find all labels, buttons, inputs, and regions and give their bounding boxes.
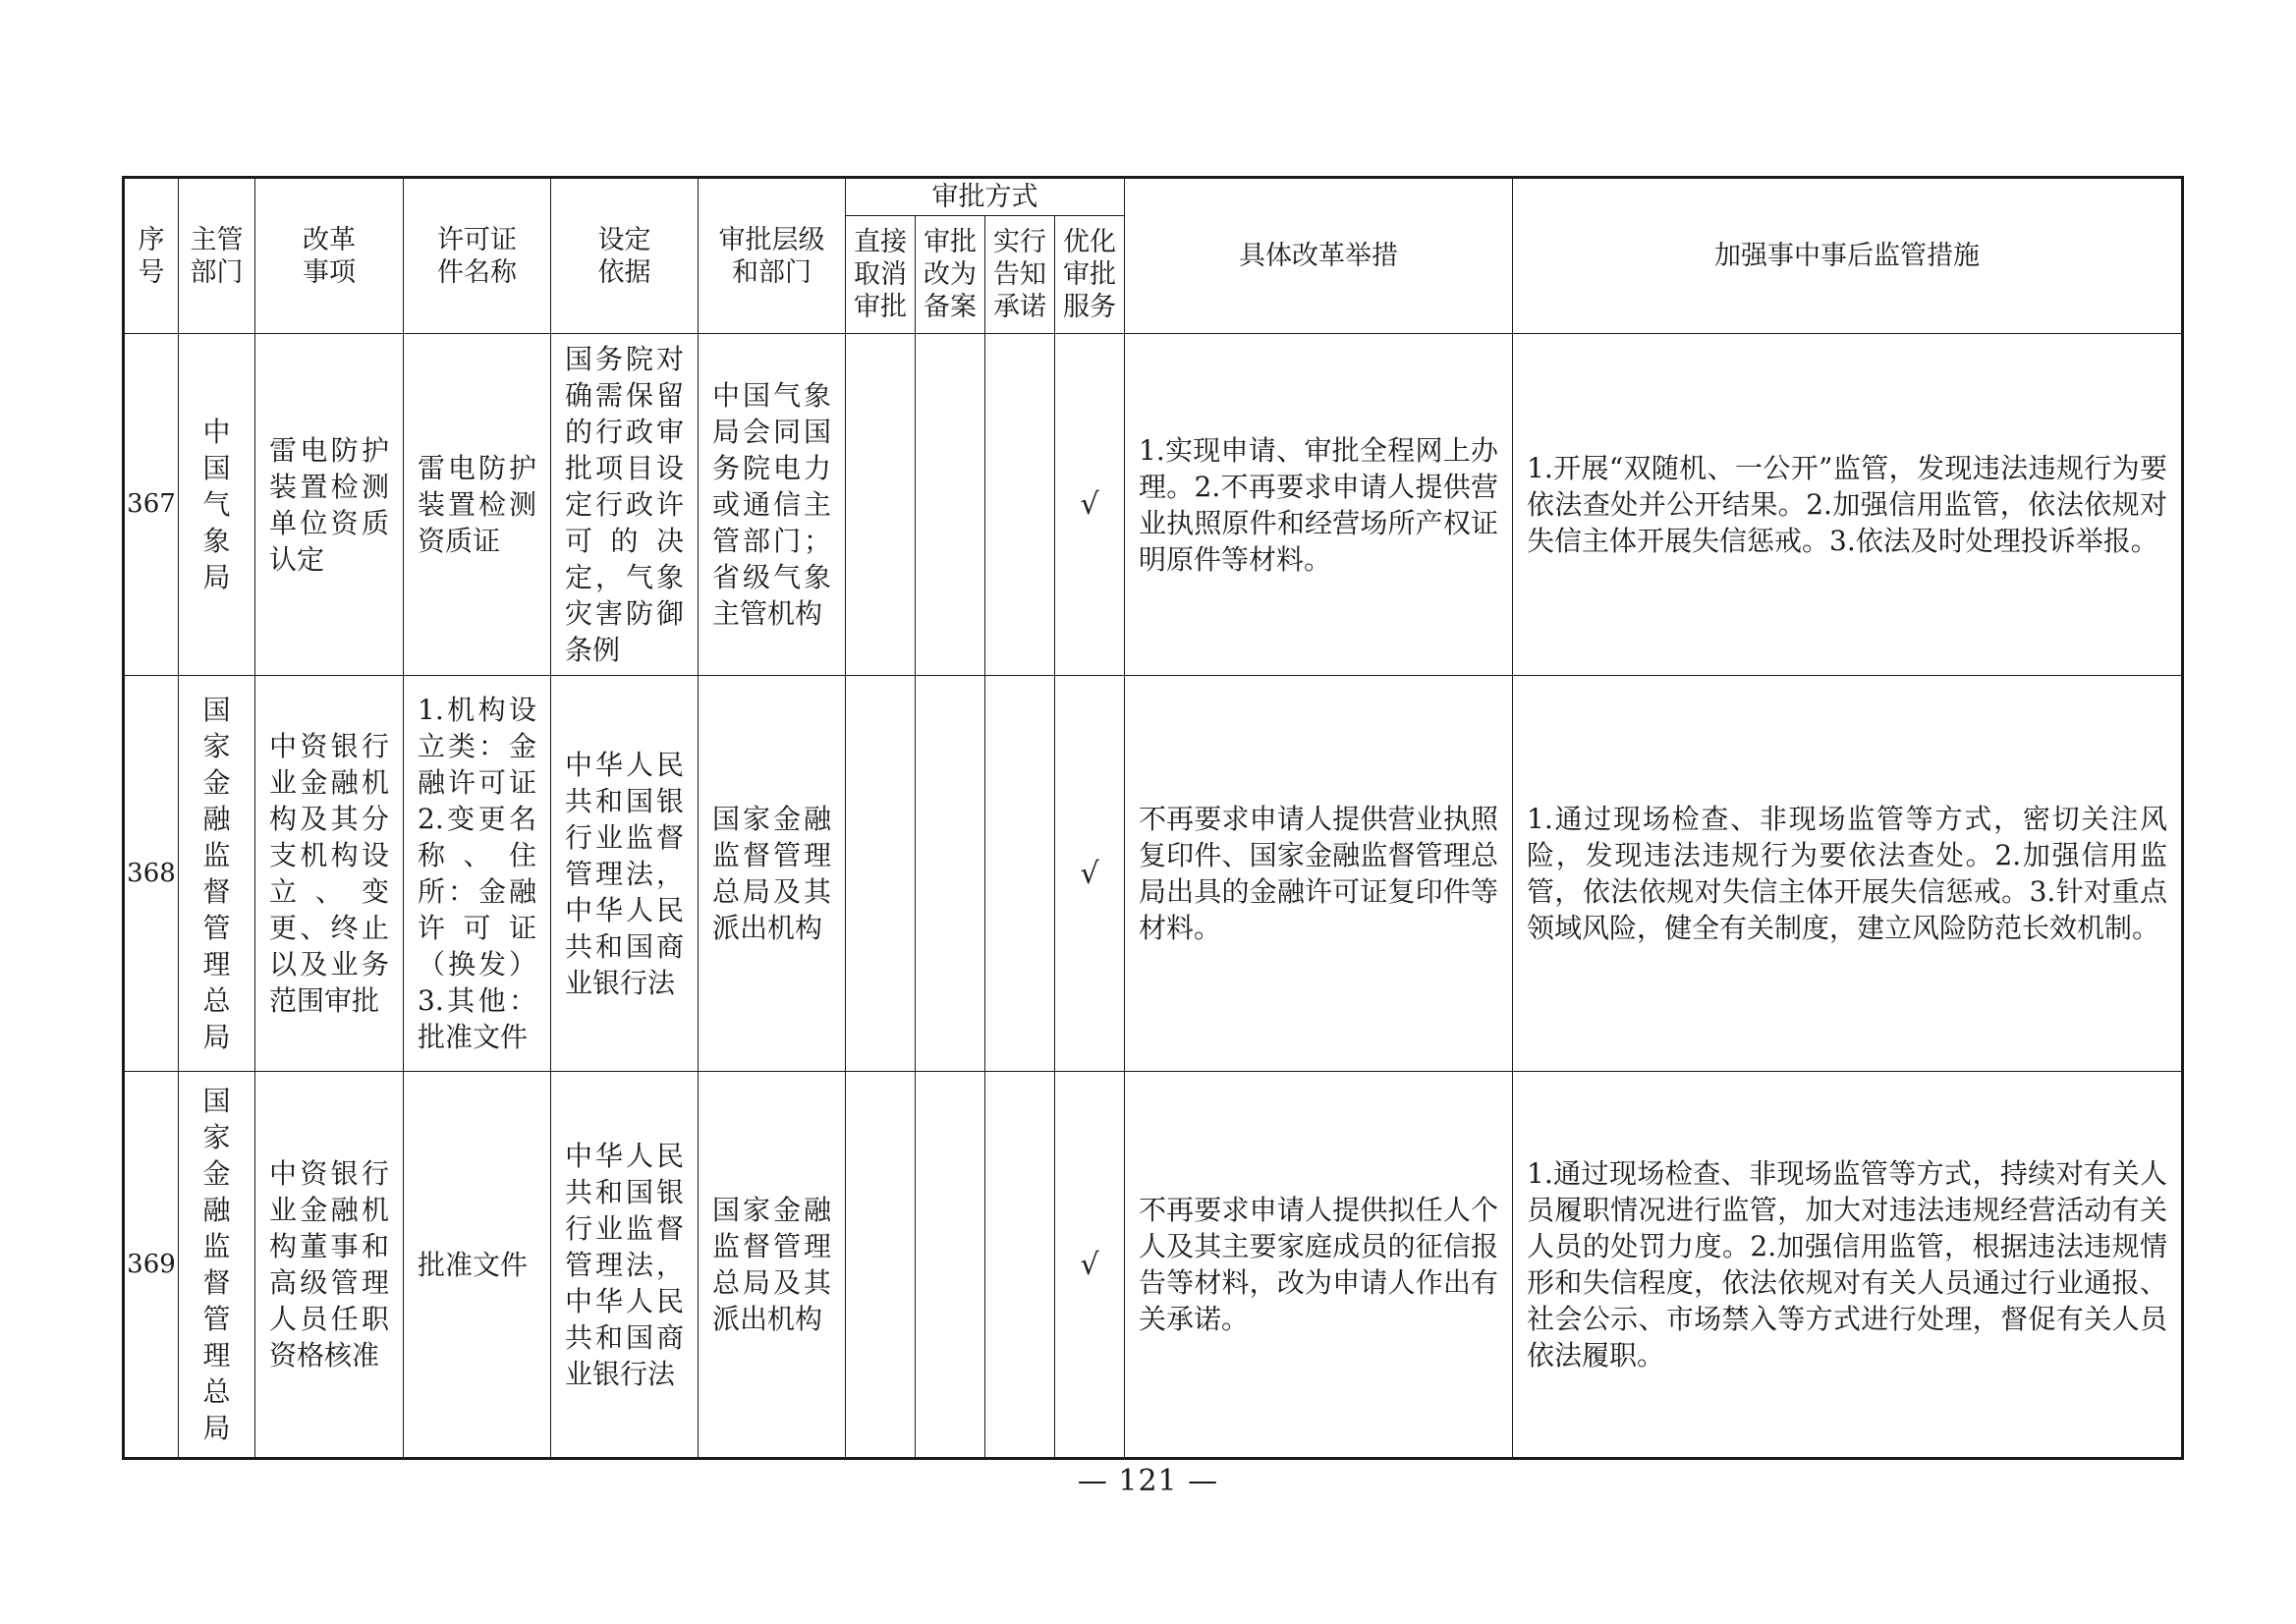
row-dept: 国家金融监督管理总局: [179, 676, 255, 1072]
header-supervision: 加强事中事后监管措施: [1513, 178, 2183, 334]
row-license: 批准文件: [404, 1072, 551, 1459]
row-supervision: 1.通过现场检查、非现场监管等方式，密切关注风险，发现违法违规行为要依法查处。2.加强信用监管，依法依规对失信主体开展失信惩戒。3.针对重点领域风险，健全有关制度，建立风险防范长效机制。: [1513, 676, 2183, 1072]
header-approval-group: 审批方式: [846, 178, 1125, 216]
row-filing-check: [916, 1072, 985, 1459]
row-dept: 中国气象局: [179, 334, 255, 676]
header-method-notify: 实行告知承诺: [985, 216, 1055, 334]
row-measures: 不再要求申请人提供拟任人个人及其主要家庭成员的征信报告等材料，改为申请人作出有关承诺。: [1125, 1072, 1513, 1459]
row-basis: 国务院对确需保留的行政审批项目设定行政许可的决定，气象灾害防御条例: [551, 334, 699, 676]
reform-table: [122, 176, 2184, 1460]
header-measures: 具体改革举措: [1125, 178, 1513, 334]
row-level: 国家金融监督管理总局及其派出机构: [699, 676, 846, 1072]
header-method-optimize: 优化审批服务: [1055, 216, 1125, 334]
table-row: [124, 676, 2183, 1072]
row-item: 雷电防护装置检测单位资质认定: [255, 334, 404, 676]
header-dept: 主管部门: [179, 178, 255, 334]
row-supervision: 1.开展“双随机、一公开”监管，发现违法违规行为要依法查处并公开结果。2.加强信用监管，依法依规对失信主体开展失信惩戒。3.依法及时处理投诉举报。: [1513, 334, 2183, 676]
row-index: 367: [124, 334, 179, 676]
row-optimize-check: √: [1055, 676, 1125, 1072]
row-dept: 国家金融监督管理总局: [179, 1072, 255, 1459]
row-index: 369: [124, 1072, 179, 1459]
header-level: 审批层级和部门: [699, 178, 846, 334]
page-number: — 121 —: [1077, 1464, 1219, 1498]
row-optimize-check: √: [1055, 334, 1125, 676]
row-filing-check: [916, 676, 985, 1072]
row-cancel-check: [846, 676, 916, 1072]
row-filing-check: [916, 334, 985, 676]
row-cancel-check: [846, 334, 916, 676]
row-level: 国家金融监督管理总局及其派出机构: [699, 1072, 846, 1459]
row-level: 中国气象局会同国务院电力或通信主管部门；省级气象主管机构: [699, 334, 846, 676]
table-row: [124, 334, 2183, 676]
header-license: 许可证件名称: [404, 178, 551, 334]
header-item: 改革事项: [255, 178, 404, 334]
row-basis: 中华人民共和国银行业监督管理法，中华人民共和国商业银行法: [551, 1072, 699, 1459]
row-supervision: 1.通过现场检查、非现场监管等方式，持续对有关人员履职情况进行监管，加大对违法违规经营活动有关人员的处罚力度。2.加强信用监管，根据违法违规情形和失信程度，依法依规对有关人员通过行业通报、社会公示、市场禁入等方式进行处理，督促有关人员依法履职。: [1513, 1072, 2183, 1459]
row-notify-check: [985, 1072, 1055, 1459]
row-basis: 中华人民共和国银行业监督管理法，中华人民共和国商业银行法: [551, 676, 699, 1072]
row-license: 1.机构设立类：金融许可证2.变更名称、住所：金融许可证（换发）3.其他：批准文件: [404, 676, 551, 1072]
header-method-cancel: 直接取消审批: [846, 216, 916, 334]
row-license: 雷电防护装置检测资质证: [404, 334, 551, 676]
row-optimize-check: √: [1055, 1072, 1125, 1459]
row-cancel-check: [846, 1072, 916, 1459]
row-item: 中资银行业金融机构及其分支机构设立、变更、终止以及业务范围审批: [255, 676, 404, 1072]
row-notify-check: [985, 676, 1055, 1072]
header-method-filing: 审批改为备案: [916, 216, 985, 334]
row-index: 368: [124, 676, 179, 1072]
row-measures: 不再要求申请人提供营业执照复印件、国家金融监督管理总局出具的金融许可证复印件等材料。: [1125, 676, 1513, 1072]
row-measures: 1.实现申请、审批全程网上办理。2.不再要求申请人提供营业执照原件和经营场所产权证明原件等材料。: [1125, 334, 1513, 676]
table-row: [124, 1072, 2183, 1459]
row-notify-check: [985, 334, 1055, 676]
header-index: 序号: [124, 178, 179, 334]
header-basis: 设定依据: [551, 178, 699, 334]
row-item: 中资银行业金融机构董事和高级管理人员任职资格核准: [255, 1072, 404, 1459]
